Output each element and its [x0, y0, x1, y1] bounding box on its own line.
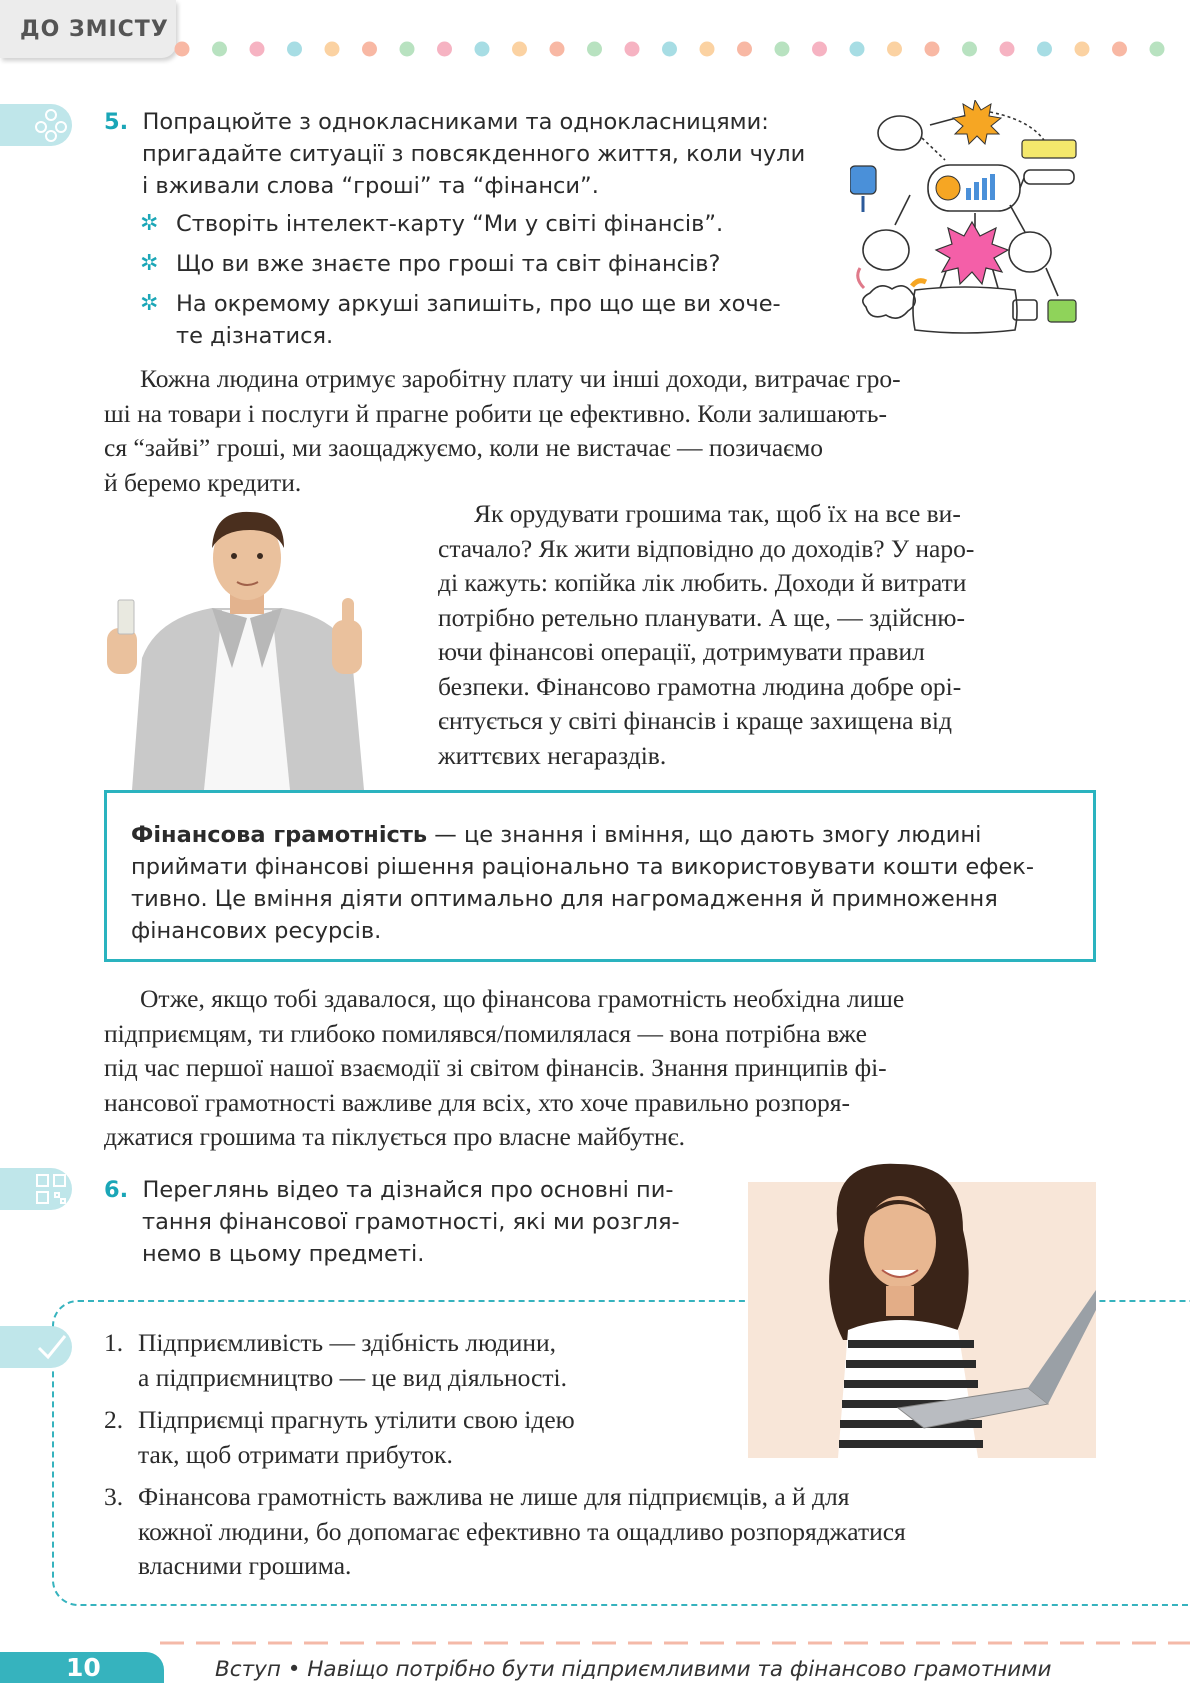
decorative-dot [550, 42, 565, 57]
bullet-item [104, 288, 824, 352]
definition-term: Фінансова грамотність [131, 822, 428, 848]
conclusion-line-1: Отже, якщо тобі здавалося, що фінансова грамотність необхідна лише [140, 984, 905, 1013]
definition-box [104, 790, 1096, 962]
definition-line-2: приймати фінансові рішення раціонально та використовувати кошти ефек- [131, 854, 1035, 880]
decorative-dot [1075, 42, 1090, 57]
decorative-dot [625, 42, 640, 57]
task-6-number: 6. [104, 1177, 129, 1203]
side-paragraph [438, 497, 1096, 773]
task-6-line-2: тання фінансової грамотності, які ми розгля- [142, 1209, 680, 1235]
mind-map-illustration [850, 100, 1090, 340]
summary-item-line-1: Підприємливість — здібність людини, [138, 1328, 557, 1357]
summary-item-number: 1. [104, 1328, 124, 1357]
intro-line-3: ся “зайві” гроші, ми заощаджуємо, коли не вистачає — позичаємо [104, 433, 823, 462]
decorative-dot [512, 42, 527, 57]
decorative-dot [475, 42, 490, 57]
summary-item-number: 3. [104, 1482, 124, 1511]
summary-item-line-1: Фінансова грамотність важлива не лише для підприємців, а й для [138, 1482, 850, 1511]
task-5-number: 5. [104, 109, 129, 135]
decorative-dot [437, 42, 452, 57]
task-6-line-1: Переглянь відео та дізнайся про основні пи- [142, 1177, 674, 1203]
summary-item-line-2: а підприємництво — це вид діяльності. [138, 1362, 567, 1392]
page-number: 10 [66, 1653, 101, 1682]
intro-line-2: ші на товари і послуги й прагне робити це ефективно. Коли залишають- [104, 398, 888, 428]
task-5-line-3: і вживали слова “гроші” та “фінанси”. [142, 173, 599, 199]
decorative-dot [737, 42, 752, 57]
definition-line-3: тивно. Це вміння діяти оптимально для нагромадження й примноження [131, 886, 998, 912]
side-line: життєвих негараздів. [438, 740, 667, 770]
bullet-text: На окремому аркуші запишіть, про що ще ви хоче- [176, 291, 781, 317]
decorative-dot [812, 42, 827, 57]
decorative-dot [250, 42, 265, 57]
conclusion-line-2: підприємцям, ти глибоко помилявся/помилялася — вона потрібна вже [104, 1018, 867, 1048]
footer-dash-line [0, 1640, 1190, 1646]
bullet-item [104, 208, 824, 240]
decorative-dot [212, 42, 227, 57]
intro-line-1: Кожна людина отримує заробітну плату чи інші доходи, витрачає гро- [140, 364, 901, 393]
decorative-dot [175, 42, 190, 57]
toc-button[interactable] [0, 0, 176, 58]
bullet-item [104, 248, 824, 280]
decorative-dot [325, 42, 340, 57]
decorative-dot [887, 42, 902, 57]
summary-item-line-2: так, щоб отримати прибуток. [138, 1439, 453, 1469]
task-5-line-2: пригадайте ситуації з повсякденного життя, коли чули [142, 141, 806, 167]
decorative-dot [587, 42, 602, 57]
conclusion-line-4: нансової грамотності важливе для всіх, хто хоче правильно розпоря- [104, 1087, 851, 1117]
summary-item-line-3: власними грошима. [138, 1551, 352, 1580]
bullet-text-line-2: те дізнатися. [176, 323, 334, 349]
summary-item [104, 1480, 1096, 1584]
task-5 [104, 106, 824, 352]
decorative-dot [925, 42, 940, 57]
decorative-dot [1150, 42, 1165, 57]
decorative-dot [1112, 42, 1127, 57]
footer-chapter-title: Вступ • Навіщо потрібно бути підприємливими та фінансово грамотними [215, 1657, 1052, 1682]
bullet-star-icon: ✲ [140, 291, 159, 316]
page-number-badge [0, 1652, 164, 1683]
side-line: Як орудувати грошима так, щоб їх на все ви- [474, 499, 961, 528]
toc-label: ДО ЗМІСТУ [20, 16, 169, 42]
summary-list [104, 1326, 1096, 1584]
intro-line-4: й беремо кредити. [104, 467, 302, 497]
decorative-dot [1000, 42, 1015, 57]
decorative-dot [700, 42, 715, 57]
decorative-dot [1037, 42, 1052, 57]
bullet-star-icon: ✲ [140, 211, 159, 236]
intro-paragraph [104, 362, 1096, 500]
summary-item-number: 2. [104, 1405, 124, 1434]
group-work-tab [0, 104, 72, 146]
side-line: потрібно ретельно планувати. А ще, — здійсню- [438, 602, 965, 632]
summary-check-tab [0, 1326, 72, 1368]
decorative-dot [400, 42, 415, 57]
task-5-line-1: Попрацюйте з однокласниками та однокласницями: [142, 109, 769, 135]
bullet-text: Створіть інтелект-карту “Ми у світі фінансів”. [176, 211, 724, 237]
decorative-dot [362, 42, 377, 57]
summary-item-line-2: кожної людини, бо допомагає ефективно та ощадливо розпоряджатися [138, 1516, 906, 1546]
side-line: ючи фінансові операції, дотримувати правил [438, 637, 925, 666]
man-thumbs-up-illustration [102, 508, 392, 790]
conclusion-line-5: джатися грошима та піклується про власне майбутнє. [104, 1122, 685, 1151]
bullet-star-icon: ✲ [140, 251, 159, 276]
decorative-dot [850, 42, 865, 57]
group-work-icon [32, 106, 70, 144]
conclusion-line-3: під час першої нашої взаємодії зі світом фінансів. Знання принципів фі- [104, 1053, 887, 1082]
qr-code-icon [34, 1172, 68, 1206]
definition-line-1: — це знання і вміння, що дають змогу людині [427, 822, 982, 848]
decorative-dot [962, 42, 977, 57]
decorative-dot [287, 42, 302, 57]
side-line: стачало? Як жити відповідно до доходів? У наро- [438, 533, 975, 563]
decorative-dot [775, 42, 790, 57]
side-line: ді кажуть: копійка лік любить. Доходи й витрати [438, 568, 967, 597]
decorative-dot [662, 42, 677, 57]
bullet-text: Що ви вже знаєте про гроші та світ фінансів? [176, 251, 721, 277]
summary-item-line-1: Підприємці прагнуть утілити свою ідею [138, 1405, 575, 1434]
side-line: безпеки. Фінансово грамотна людина добре орі- [438, 671, 962, 701]
side-line: єнтується у світі фінансів і краще захищена від [438, 706, 952, 735]
qr-code-tab[interactable] [0, 1168, 72, 1210]
task-6-line-3: немо в цьому предметі. [142, 1241, 425, 1267]
task-6 [104, 1174, 724, 1270]
conclusion-paragraph [104, 982, 1096, 1155]
check-icon [36, 1332, 68, 1362]
summary-item [104, 1403, 1096, 1472]
summary-item [104, 1326, 1096, 1395]
decorative-dot-row [172, 40, 1182, 58]
definition-line-4: фінансових ресурсів. [131, 918, 382, 944]
